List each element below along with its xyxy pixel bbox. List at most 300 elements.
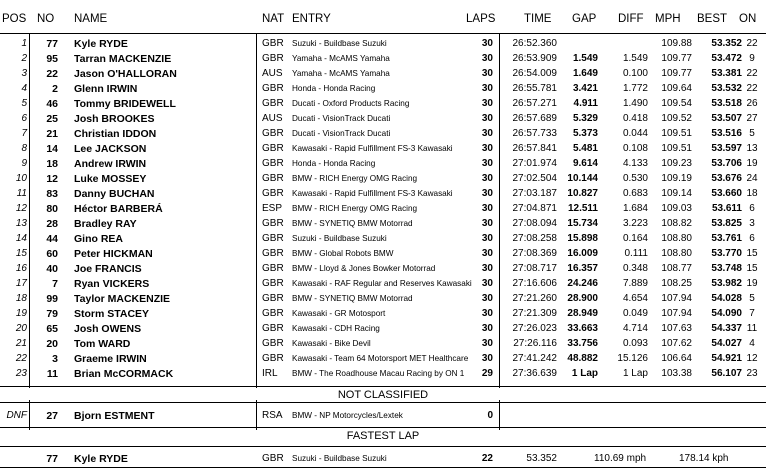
cell-mph: 106.64 [661, 353, 692, 364]
cell-best: 53.770 [711, 248, 742, 259]
cell-laps: 30 [481, 188, 493, 199]
cell-gap: 5.373 [572, 128, 598, 139]
cell-no: 14 [46, 143, 58, 155]
cell-diff: 4.133 [622, 158, 648, 169]
cell-name: Taylor MACKENZIE [74, 293, 171, 305]
nc-no: 27 [46, 410, 58, 422]
cell-pos: 22 [15, 353, 27, 364]
cell-time: 26:57.689 [512, 113, 557, 124]
table-row [0, 141, 766, 156]
cell-laps: 30 [481, 323, 493, 334]
cell-name: Josh OWENS [74, 323, 142, 335]
cell-pos: 12 [15, 203, 27, 214]
cell-no: 20 [46, 338, 58, 350]
table-row [0, 96, 766, 111]
cell-name: Graeme IRWIN [74, 353, 147, 365]
cell-time: 27:04.871 [512, 203, 557, 214]
cell-time: 27:16.606 [512, 278, 557, 289]
col-gap-header: GAP [572, 13, 597, 25]
cell-time: 26:54.009 [512, 68, 557, 79]
cell-name: Luke MOSSEY [74, 173, 147, 185]
cell-time: 26:52.360 [512, 38, 557, 49]
table-row [0, 81, 766, 96]
cell-mph: 109.03 [661, 203, 692, 214]
cell-best: 53.532 [711, 83, 742, 94]
cell-mph: 107.94 [661, 293, 692, 304]
table-row [0, 231, 766, 246]
cell-pos: 7 [21, 128, 27, 139]
cell-nat: GBR [262, 233, 284, 244]
table-row [0, 171, 766, 186]
cell-on: 15 [746, 248, 758, 259]
cell-entry: Suzuki - Buildbase Suzuki [292, 39, 387, 48]
col-no-header: NO [37, 13, 55, 25]
cell-on: 11 [746, 323, 758, 334]
cell-diff: 4.654 [622, 293, 648, 304]
cell-diff: 0.100 [622, 68, 648, 79]
cell-pos: 23 [15, 368, 27, 379]
cell-gap: 24.246 [567, 278, 598, 289]
cell-no: 65 [46, 323, 58, 335]
nc-row [0, 408, 766, 423]
cell-no: 7 [52, 278, 58, 290]
cell-nat: GBR [262, 338, 284, 349]
table-row [0, 201, 766, 216]
cell-nat: GBR [262, 128, 284, 139]
cell-nat: GBR [262, 323, 284, 334]
cell-on: 19 [746, 158, 758, 169]
cell-entry: BMW - RICH Energy OMG Racing [292, 204, 418, 213]
cell-pos: 18 [15, 293, 27, 304]
cell-laps: 30 [481, 308, 493, 319]
cell-no: 25 [46, 113, 58, 125]
cell-nat: GBR [262, 263, 284, 274]
cell-entry: Kawasaki - CDH Racing [292, 324, 380, 333]
cell-mph: 107.94 [661, 308, 692, 319]
cell-entry: Yamaha - McAMS Yamaha [292, 69, 390, 78]
cell-on: 3 [749, 218, 755, 229]
cell-pos: 21 [15, 338, 27, 349]
cell-pos: 2 [21, 53, 27, 64]
cell-on: 15 [746, 263, 758, 274]
cell-entry: BMW - SYNETIQ BMW Motorrad [292, 219, 413, 228]
cell-mph: 108.82 [661, 218, 692, 229]
cell-pos: 20 [15, 323, 27, 334]
cell-mph: 109.77 [661, 53, 692, 64]
cell-gap: 15.734 [567, 218, 598, 229]
cell-diff: 0.530 [622, 173, 648, 184]
cell-on: 27 [746, 113, 758, 124]
cell-name: Tom WARD [74, 338, 131, 350]
cell-gap: 33.663 [567, 323, 598, 334]
cell-nat: GBR [262, 353, 284, 364]
cell-diff: 0.348 [622, 263, 648, 274]
cell-on: 18 [746, 188, 758, 199]
fl-mph: 110.69 mph [594, 453, 647, 464]
cell-name: Tarran MACKENZIE [74, 53, 172, 65]
cell-diff: 0.044 [622, 128, 648, 139]
cell-nat: GBR [262, 188, 284, 199]
cell-no: 2 [52, 83, 58, 95]
cell-on: 22 [746, 83, 758, 94]
cell-entry: Honda - Honda Racing [292, 84, 376, 93]
cell-gap: 15.898 [567, 233, 598, 244]
cell-name: Gino REA [74, 233, 123, 245]
table-row [0, 51, 766, 66]
cell-best: 56.107 [711, 368, 742, 379]
fl-lap: 22 [481, 453, 493, 464]
cell-entry: Suzuki - Buildbase Suzuki [292, 234, 387, 243]
cell-laps: 30 [481, 218, 493, 229]
cell-mph: 109.52 [661, 113, 692, 124]
cell-time: 27:02.504 [512, 173, 557, 184]
cell-nat: IRL [262, 368, 278, 379]
cell-mph: 108.25 [661, 278, 692, 289]
cell-time: 27:08.369 [512, 248, 557, 259]
cell-time: 27:26.023 [512, 323, 557, 334]
cell-name: Jason O'HALLORAN [74, 68, 177, 80]
page-bottom-rule [0, 467, 766, 468]
cell-laps: 30 [481, 173, 493, 184]
cell-on: 5 [749, 293, 755, 304]
cell-best: 53.660 [711, 188, 742, 199]
cell-nat: GBR [262, 293, 284, 304]
cell-time: 26:57.733 [512, 128, 557, 139]
table-row [0, 351, 766, 366]
cell-nat: GBR [262, 218, 284, 229]
cell-time: 27:08.094 [512, 218, 557, 229]
nc-bottom-rule [0, 427, 766, 428]
cell-mph: 109.51 [661, 128, 692, 139]
cell-diff: 1.549 [622, 53, 648, 64]
cell-best: 53.518 [711, 98, 742, 109]
fl-nat: GBR [262, 453, 284, 464]
cell-laps: 30 [481, 278, 493, 289]
table-row [0, 336, 766, 351]
fl-no: 77 [46, 453, 58, 465]
cell-diff: 0.683 [622, 188, 648, 199]
cell-laps: 30 [481, 38, 493, 49]
cell-on: 26 [746, 98, 758, 109]
cell-laps: 30 [481, 263, 493, 274]
cell-no: 83 [46, 188, 58, 200]
cell-gap: 10.827 [567, 188, 598, 199]
cell-pos: 9 [21, 158, 27, 169]
cell-name: Brian McCORMACK [74, 368, 174, 380]
cell-diff: 1.772 [622, 83, 648, 94]
cell-no: 44 [46, 233, 58, 245]
cell-name: Héctor BARBERÁ [74, 203, 163, 215]
cell-gap: 12.511 [567, 203, 598, 214]
cell-on: 24 [746, 173, 758, 184]
cell-diff: 0.108 [622, 143, 648, 154]
cell-entry: BMW - RICH Energy OMG Racing [292, 174, 418, 183]
cell-no: 40 [46, 263, 58, 275]
cell-gap: 1.649 [572, 68, 598, 79]
cell-best: 54.090 [711, 308, 742, 319]
cell-pos: 17 [15, 278, 27, 289]
cell-mph: 109.14 [661, 188, 692, 199]
cell-laps: 30 [481, 83, 493, 94]
table-row [0, 111, 766, 126]
table-row [0, 246, 766, 261]
table-row [0, 126, 766, 141]
fastest-lap-row [0, 451, 766, 466]
cell-pos: 16 [15, 263, 27, 274]
cell-no: 60 [46, 248, 58, 260]
table-bottom-rule [0, 386, 766, 387]
cell-name: Kyle RYDE [74, 38, 128, 50]
cell-name: Peter HICKMAN [74, 248, 153, 260]
cell-diff: 1 Lap [622, 368, 648, 379]
cell-mph: 109.19 [661, 173, 692, 184]
cell-mph: 107.63 [661, 323, 692, 334]
cell-pos: 11 [16, 188, 27, 199]
cell-no: 3 [52, 353, 58, 365]
cell-no: 46 [46, 98, 58, 110]
nc-nat: RSA [262, 410, 283, 421]
cell-nat: AUS [262, 113, 283, 124]
cell-gap: 10.144 [567, 173, 598, 184]
cell-laps: 30 [481, 248, 493, 259]
table-row [0, 276, 766, 291]
cell-mph: 109.54 [661, 98, 692, 109]
cell-mph: 109.77 [661, 68, 692, 79]
cell-pos: 3 [21, 68, 27, 79]
cell-on: 7 [749, 308, 755, 319]
cell-entry: Kawasaki - GR Motosport [292, 309, 386, 318]
cell-on: 5 [749, 128, 755, 139]
cell-name: Ryan VICKERS [74, 278, 150, 290]
cell-name: Josh BROOKES [74, 113, 155, 125]
cell-on: 23 [746, 368, 758, 379]
cell-laps: 30 [481, 98, 493, 109]
nc-pos: DNF [6, 410, 27, 421]
col-best-header: BEST [697, 13, 728, 25]
cell-best: 54.027 [711, 338, 742, 349]
cell-no: 80 [46, 203, 58, 215]
not-classified-title: NOT CLASSIFIED [337, 389, 429, 401]
cell-best: 53.381 [711, 68, 742, 79]
cell-pos: 19 [15, 308, 27, 319]
fl-top-rule [0, 446, 766, 447]
cell-no: 95 [46, 53, 58, 65]
cell-no: 99 [46, 293, 58, 305]
cell-best: 54.921 [711, 353, 742, 364]
cell-on: 19 [746, 278, 758, 289]
col-laps-header: LAPS [466, 13, 496, 25]
nc-top-rule [0, 402, 766, 403]
cell-best: 53.507 [711, 113, 742, 124]
cell-laps: 30 [481, 68, 493, 79]
cell-gap: 48.882 [567, 353, 598, 364]
cell-on: 6 [749, 203, 755, 214]
cell-laps: 30 [481, 353, 493, 364]
cell-best: 53.472 [711, 53, 742, 64]
cell-mph: 109.64 [661, 83, 692, 94]
cell-time: 26:53.909 [512, 53, 557, 64]
cell-entry: BMW - Lloyd & Jones Bowker Motorrad [292, 264, 436, 273]
header-rule [0, 33, 766, 34]
cell-no: 18 [46, 158, 58, 170]
table-row [0, 36, 766, 51]
cell-gap: 33.756 [567, 338, 598, 349]
cell-mph: 107.62 [661, 338, 692, 349]
cell-best: 53.761 [711, 233, 742, 244]
cell-no: 28 [46, 218, 58, 230]
cell-best: 53.676 [711, 173, 742, 184]
table-row [0, 186, 766, 201]
cell-mph: 108.77 [661, 263, 692, 274]
cell-on: 22 [746, 38, 758, 49]
cell-entry: Honda - Honda Racing [292, 159, 376, 168]
cell-entry: BMW - SYNETIQ BMW Motorrad [292, 294, 413, 303]
cell-name: Andrew IRWIN [74, 158, 147, 170]
cell-best: 54.028 [711, 293, 742, 304]
cell-laps: 30 [481, 158, 493, 169]
cell-entry: Kawasaki - Bike Devil [292, 339, 371, 348]
table-row [0, 321, 766, 336]
cell-no: 21 [46, 128, 58, 140]
cell-name: Lee JACKSON [74, 143, 147, 155]
cell-mph: 108.80 [661, 248, 692, 259]
cell-nat: GBR [262, 83, 284, 94]
table-row [0, 156, 766, 171]
cell-pos: 13 [15, 218, 27, 229]
fastest-lap-title: FASTEST LAP [346, 430, 420, 442]
cell-gap: 28.949 [567, 308, 598, 319]
fl-kph: 178.14 kph [679, 453, 729, 464]
cell-name: Tommy BRIDEWELL [74, 98, 176, 110]
cell-time: 27:08.717 [512, 263, 557, 274]
cell-no: 77 [46, 38, 58, 50]
cell-gap: 9.614 [572, 158, 598, 169]
cell-mph: 109.51 [661, 143, 692, 154]
cell-laps: 30 [481, 128, 493, 139]
cell-laps: 30 [481, 338, 493, 349]
cell-on: 4 [749, 338, 755, 349]
cell-best: 53.352 [711, 38, 742, 49]
cell-diff: 0.418 [622, 113, 648, 124]
cell-diff: 7.889 [622, 278, 648, 289]
cell-mph: 109.23 [661, 158, 692, 169]
cell-gap: 16.357 [567, 263, 598, 274]
cell-on: 12 [746, 353, 758, 364]
cell-laps: 30 [481, 53, 493, 64]
cell-best: 53.748 [711, 263, 742, 274]
cell-entry: Kawasaki - Rapid Fulfillment FS-3 Kawasaki [292, 144, 453, 153]
cell-nat: GBR [262, 143, 284, 154]
cell-diff: 1.490 [622, 98, 648, 109]
cell-pos: 15 [15, 248, 27, 259]
cell-gap: 3.421 [572, 83, 598, 94]
cell-on: 9 [749, 53, 755, 64]
cell-time: 27:01.974 [512, 158, 557, 169]
cell-on: 22 [746, 68, 758, 79]
cell-time: 26:57.841 [512, 143, 557, 154]
col-diff-header: DIFF [618, 13, 644, 25]
cell-laps: 30 [481, 143, 493, 154]
cell-nat: AUS [262, 68, 283, 79]
cell-diff: 3.223 [622, 218, 648, 229]
table-row [0, 306, 766, 321]
cell-no: 22 [46, 68, 58, 80]
col-name-header: NAME [74, 13, 108, 25]
cell-entry: Ducati - VisionTrack Ducati [292, 114, 391, 123]
cell-pos: 8 [21, 143, 27, 154]
cell-laps: 30 [481, 203, 493, 214]
cell-best: 53.597 [711, 143, 742, 154]
cell-gap: 28.900 [567, 293, 598, 304]
cell-nat: GBR [262, 173, 284, 184]
cell-on: 6 [749, 233, 755, 244]
cell-time: 26:55.781 [512, 83, 557, 94]
cell-time: 27:41.242 [512, 353, 557, 364]
cell-nat: GBR [262, 98, 284, 109]
col-entry-header: ENTRY [292, 13, 331, 25]
cell-best: 54.337 [711, 323, 742, 334]
cell-laps: 29 [481, 368, 493, 379]
cell-gap: 5.329 [572, 113, 598, 124]
cell-mph: 109.88 [661, 38, 692, 49]
fl-time: 53.352 [526, 453, 557, 464]
cell-no: 11 [46, 368, 58, 380]
cell-pos: 4 [21, 83, 27, 94]
cell-laps: 30 [481, 113, 493, 124]
table-row [0, 216, 766, 231]
cell-entry: Yamaha - McAMS Yamaha [292, 54, 390, 63]
cell-mph: 108.80 [661, 233, 692, 244]
cell-diff: 0.164 [622, 233, 648, 244]
cell-nat: GBR [262, 53, 284, 64]
cell-gap: 1.549 [572, 53, 598, 64]
cell-gap: 4.911 [573, 98, 598, 109]
cell-pos: 5 [21, 98, 27, 109]
cell-pos: 10 [15, 173, 27, 184]
table-row [0, 261, 766, 276]
nc-entry: BMW - NP Motorcycles/Lextek [292, 411, 403, 420]
col-mph-header: MPH [655, 13, 681, 25]
cell-laps: 30 [481, 293, 493, 304]
cell-nat: GBR [262, 158, 284, 169]
cell-gap: 16.009 [567, 248, 598, 259]
table-row [0, 291, 766, 306]
cell-name: Danny BUCHAN [74, 188, 155, 200]
cell-best: 53.982 [711, 278, 742, 289]
cell-nat: GBR [262, 248, 284, 259]
cell-name: Joe FRANCIS [74, 263, 142, 275]
cell-name: Christian IDDON [74, 128, 157, 140]
cell-nat: ESP [262, 203, 283, 214]
cell-no: 12 [46, 173, 58, 185]
cell-entry: Ducati - VisionTrack Ducati [292, 129, 391, 138]
cell-pos: 6 [21, 113, 27, 124]
cell-gap: 5.481 [572, 143, 598, 154]
cell-best: 53.706 [711, 158, 742, 169]
col-on-header: ON [739, 13, 757, 25]
cell-time: 27:21.260 [512, 293, 557, 304]
cell-pos: 1 [21, 38, 27, 49]
cell-time: 27:21.309 [512, 308, 557, 319]
cell-entry: BMW - Global Robots BMW [292, 249, 394, 258]
cell-time: 27:03.187 [512, 188, 557, 199]
fl-name: Kyle RYDE [74, 453, 128, 465]
col-nat-header: NAT [262, 13, 285, 25]
cell-best: 53.825 [711, 218, 742, 229]
table-row [0, 66, 766, 81]
results-header [0, 10, 766, 32]
col-time-header: TIME [524, 13, 552, 25]
